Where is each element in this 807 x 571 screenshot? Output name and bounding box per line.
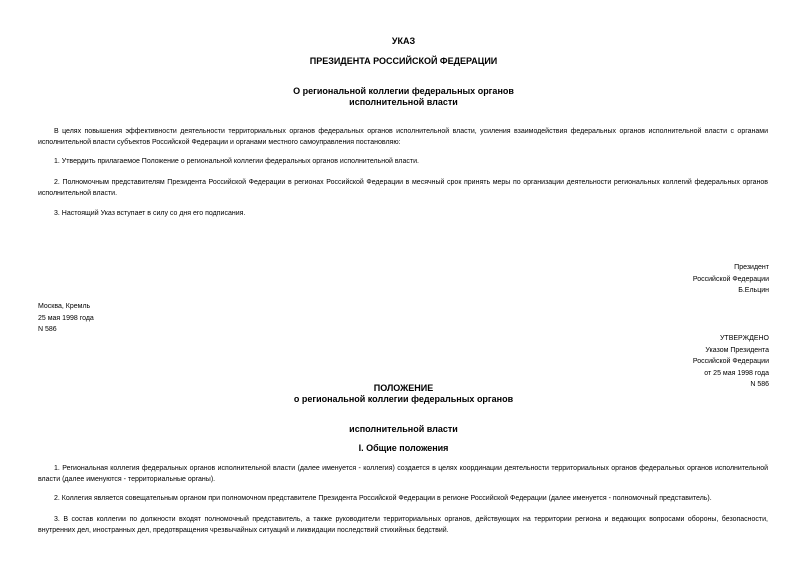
decree-item-2: 2. Полномочным представителям Президента Российской Федерации в регионах Российской Федерации в месячный срок принять меры по организации деятельности региональных коллегий федеральных органов исполнительной власти. [38,179,768,197]
place-date-block [38,301,94,336]
regulation-subtitle: о региональной коллегии федеральных органов [293,394,514,404]
approved-label: УТВЕРЖДЕНО [719,335,769,342]
approved-by: Указом Президента [705,346,769,354]
date: 25 мая 1998 года [38,314,94,322]
document-number: N 586 [38,326,57,333]
decree-preamble: В целях повышения эффективности деятельности территориальных органов федеральных органов исполнительной власти, усиления взаимодействия федеральных органов исполнительной власти с органами исполнительной власти субъектов Российской Федерации и органами местного самоуправления постановляю: [38,128,768,146]
section-heading: I. Общие положения [358,443,449,453]
decree-item-3: 3. Настоящий Указ вступает в силу со дня его подписания. [54,210,246,217]
regulation-subtitle-2: исполнительной власти [349,424,458,434]
decree-issuer: ПРЕЗИДЕНТА РОССИЙСКОЙ ФЕДЕРАЦИИ [309,56,498,66]
decree-title: УКАЗ [391,36,416,46]
signature-name: Б.Ельцин [738,287,769,294]
regulation-paragraph-3: 3. В состав коллегии по должности входят полномочный представитель, а также руководители территориальных органов, действующих на территории региона и ведающих вопросами обороны, безопасности, внутренних дел, иностранных дел, предотвращения чрезвычайных ситуаций и ликвидации последствий стихийных бедствий. [38,516,768,534]
regulation-title: ПОЛОЖЕНИЕ [373,383,434,393]
approved-country: Российской Федерации [692,358,769,365]
place: Москва, Кремль [38,303,91,310]
regulation-paragraph-2: 2. Коллегия является совещательным органом при полномочном представителе Президента Российской Федерации в регионе Российской Федерации (далее именуется - полномочный представитель). [54,495,712,502]
signature-country: Российской Федерации [692,275,769,283]
signature-block [693,262,769,297]
decree-subject-line1: О региональной коллегии федеральных органов [293,86,514,96]
signature-title: Президент [734,264,769,271]
approved-number: N 586 [750,381,769,388]
decree-subject-line2: исполнительной власти [349,97,458,107]
regulation-paragraph-1: 1. Региональная коллегия федеральных органов исполнительной власти (далее именуется - коллегия) создается в целях координации деятельности территориальных органов федеральных органов исполнительной власти (далее именуются - территориальные органы). [38,465,768,483]
approval-stamp [693,333,769,391]
approved-date: от 25 мая 1998 года [704,369,769,377]
decree-item-1: 1. Утвердить прилагаемое Положение о региональной коллегии федеральных органов исполнительной власти. [54,158,419,165]
